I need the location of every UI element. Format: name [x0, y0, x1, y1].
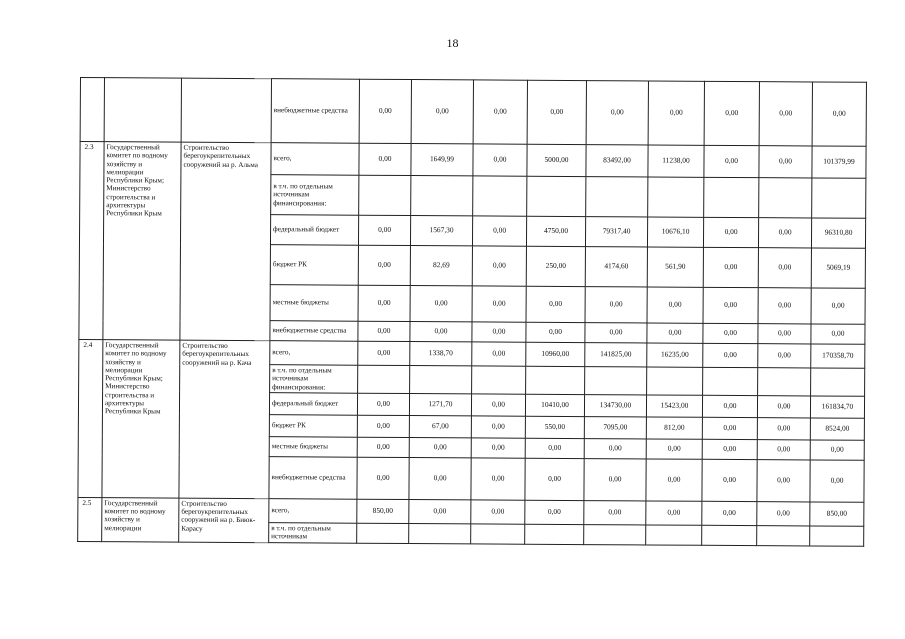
value-cell: 0,00: [810, 460, 864, 502]
value-cell: 0,00: [359, 143, 411, 175]
funding-source-cell: местные бюджеты: [270, 285, 358, 322]
value-cell: 0,00: [473, 144, 527, 176]
value-cell: 0,00: [409, 499, 471, 523]
page-number: 18: [446, 36, 459, 50]
value-cell: 1338,70: [410, 342, 472, 366]
table-row: [79, 339, 865, 368]
value-cell: [646, 525, 702, 545]
value-cell: 10676,10: [647, 217, 703, 247]
value-cell: 83492,00: [586, 145, 648, 177]
funding-source-cell: внебюджетные средства: [271, 79, 359, 144]
value-cell: 0,00: [757, 417, 810, 439]
value-cell: 16235,00: [647, 343, 703, 367]
value-cell: 0,00: [702, 459, 757, 501]
value-cell: [758, 368, 811, 396]
value-cell: 550,00: [525, 416, 584, 438]
value-cell: 0,00: [471, 438, 525, 458]
value-cell: [586, 177, 648, 217]
table-row: [78, 497, 864, 526]
value-cell: 0,00: [357, 393, 409, 415]
value-cell: [759, 178, 812, 218]
value-cell: 0,00: [704, 81, 759, 145]
value-cell: 0,00: [757, 439, 810, 459]
value-cell: 0,00: [357, 437, 409, 457]
value-cell: 79317,40: [585, 217, 647, 247]
value-cell: 0,00: [584, 458, 646, 500]
value-cell: 134730,00: [584, 394, 646, 416]
value-cell: 0,00: [527, 80, 586, 144]
budget-table: [77, 77, 867, 547]
value-cell: 0,00: [525, 458, 584, 500]
value-cell: 0,00: [648, 81, 704, 145]
value-cell: 0,00: [359, 79, 411, 143]
value-cell: 0,00: [584, 500, 646, 524]
value-cell: 4750,00: [526, 216, 585, 246]
executor-cell: Государственный комитет по водному хозяйству и мелиорации: [102, 497, 179, 541]
value-cell: [648, 177, 704, 217]
value-cell: 0,00: [757, 501, 810, 525]
value-cell: 0,00: [472, 216, 526, 246]
value-cell: 0,00: [471, 394, 525, 416]
value-cell: 10410,00: [525, 394, 584, 416]
value-cell: 15423,00: [646, 395, 702, 417]
value-cell: 0,00: [409, 437, 471, 457]
table-row: [80, 142, 866, 179]
value-cell: [472, 366, 526, 394]
row-number-cell: 2.4: [78, 339, 103, 497]
value-cell: 0,00: [472, 246, 526, 286]
value-cell: 0,00: [811, 288, 865, 324]
funding-source-cell: всего,: [269, 499, 357, 524]
value-cell: 0,00: [647, 323, 703, 343]
value-cell: 0,00: [757, 459, 810, 501]
funding-source-cell: бюджет РК: [270, 245, 358, 286]
value-cell: 0,00: [702, 439, 757, 459]
value-cell: 0,00: [358, 321, 410, 341]
value-cell: 0,00: [584, 438, 646, 458]
value-cell: 67,00: [409, 415, 471, 437]
value-cell: [585, 367, 647, 395]
value-cell: 250,00: [526, 246, 585, 286]
value-cell: 0,00: [473, 80, 527, 144]
table-body: [78, 78, 867, 547]
value-cell: 0,00: [358, 215, 410, 245]
value-cell: 8524,00: [810, 418, 864, 440]
value-cell: 0,00: [525, 438, 584, 458]
value-cell: [411, 176, 473, 216]
value-cell: 0,00: [472, 286, 526, 322]
value-cell: 96310,80: [811, 218, 865, 248]
value-cell: 0,00: [410, 322, 472, 342]
value-cell: 0,00: [758, 324, 811, 344]
funding-source-cell: внебюджетные средства: [270, 321, 358, 342]
value-cell: 0,00: [812, 82, 866, 146]
table-row: [80, 78, 866, 147]
value-cell: 0,00: [811, 324, 865, 344]
value-cell: 850,00: [810, 502, 864, 526]
value-cell: 0,00: [585, 323, 647, 343]
value-cell: 0,00: [702, 395, 757, 417]
funding-source-cell: местные бюджеты: [269, 437, 357, 458]
value-cell: 170358,70: [811, 344, 865, 368]
value-cell: 141825,00: [585, 343, 647, 367]
value-cell: [810, 526, 864, 546]
value-cell: 0,00: [525, 500, 584, 524]
funding-source-cell: федеральный бюджет: [270, 215, 358, 246]
value-cell: 1271,70: [409, 393, 471, 415]
value-cell: 82,69: [410, 246, 472, 286]
value-cell: [527, 176, 586, 216]
value-cell: 0,00: [758, 248, 811, 288]
value-cell: 0,00: [472, 342, 526, 366]
value-cell: 0,00: [409, 457, 471, 499]
value-cell: 0,00: [585, 287, 647, 323]
executor-cell: Государственный комитет по водному хозяйству и мелиорации Республики Крым; Министерство строительства и архитектуры Республики Крым: [102, 340, 180, 498]
funding-source-cell: в т.ч. по отдельным источникам: [269, 523, 357, 544]
value-cell: 1567,30: [410, 216, 472, 246]
value-cell: 0,00: [810, 440, 864, 460]
value-cell: 0,00: [758, 288, 811, 324]
value-cell: [703, 367, 758, 395]
value-cell: 0,00: [704, 145, 759, 177]
value-cell: 0,00: [703, 287, 758, 323]
value-cell: 0,00: [646, 459, 702, 501]
value-cell: [473, 176, 527, 216]
value-cell: [584, 524, 646, 544]
value-cell: 5069,19: [811, 248, 865, 288]
value-cell: 850,00: [357, 499, 409, 523]
funding-source-cell: бюджет РК: [269, 415, 357, 438]
value-cell: 0,00: [759, 146, 812, 178]
value-cell: [357, 523, 409, 543]
value-cell: 0,00: [358, 285, 410, 321]
value-cell: [811, 368, 865, 396]
value-cell: 1649,99: [411, 144, 473, 176]
object-cell: Строительство берегоукрепительных сооружений на р. Кача: [179, 340, 270, 498]
value-cell: 0,00: [526, 322, 585, 342]
value-cell: [359, 175, 411, 215]
value-cell: 0,00: [471, 416, 525, 438]
funding-source-cell: в т.ч. по отдельным источникам финансирования:: [270, 365, 358, 393]
value-cell: [525, 524, 584, 544]
value-cell: [471, 524, 525, 544]
value-cell: 101379,99: [812, 146, 866, 178]
object-cell: [181, 78, 271, 143]
executor-cell: [104, 78, 181, 142]
value-cell: 0,00: [646, 439, 702, 459]
funding-source-cell: всего,: [270, 341, 358, 366]
value-cell: [410, 366, 472, 394]
value-cell: 0,00: [702, 501, 757, 525]
value-cell: [647, 367, 703, 395]
value-cell: [704, 177, 759, 217]
executor-cell: Государственный комитет по водному хозяйству и мелиорации Республики Крым; Министерство строительства и архитектуры Республики Крым: [103, 142, 181, 340]
value-cell: 0,00: [703, 343, 758, 367]
value-cell: 0,00: [703, 217, 758, 247]
value-cell: [702, 525, 757, 545]
value-cell: 0,00: [647, 287, 703, 323]
value-cell: [526, 366, 585, 394]
value-cell: 0,00: [471, 458, 525, 500]
value-cell: 0,00: [358, 245, 410, 285]
value-cell: 10960,00: [526, 342, 585, 366]
value-cell: 812,00: [646, 417, 702, 439]
object-cell: Строительство берегоукрепительных сооружений на р. Альма: [180, 142, 271, 341]
value-cell: 0,00: [357, 415, 409, 437]
value-cell: 0,00: [757, 395, 810, 417]
funding-source-cell: в т.ч. по отдельным источникам финансирования:: [271, 175, 359, 216]
funding-source-cell: федеральный бюджет: [269, 393, 357, 416]
value-cell: 0,00: [703, 247, 758, 287]
row-number-cell: 2.5: [78, 497, 102, 541]
value-cell: 0,00: [526, 286, 585, 322]
value-cell: 161834,70: [810, 396, 864, 418]
object-cell: Строительство берегоукрепительных сооружений на р. Биюк-Карасу: [179, 498, 269, 543]
value-cell: 0,00: [410, 286, 472, 322]
row-number-cell: [80, 78, 104, 142]
value-cell: 0,00: [703, 323, 758, 343]
value-cell: [757, 525, 810, 545]
value-cell: 0,00: [586, 81, 648, 145]
value-cell: 0,00: [358, 341, 410, 365]
value-cell: 0,00: [471, 500, 525, 524]
row-number-cell: 2.3: [79, 142, 104, 340]
value-cell: 0,00: [702, 417, 757, 439]
value-cell: 561,90: [647, 247, 703, 287]
value-cell: 0,00: [472, 322, 526, 342]
table-container: [77, 77, 867, 547]
value-cell: 0,00: [758, 344, 811, 368]
funding-source-cell: внебюджетные средства: [269, 457, 357, 500]
value-cell: [358, 365, 410, 393]
value-cell: 0,00: [759, 82, 812, 146]
value-cell: 5000,00: [527, 144, 586, 176]
funding-source-cell: всего,: [271, 143, 359, 176]
value-cell: 4174,60: [585, 247, 647, 287]
value-cell: 0,00: [758, 218, 811, 248]
value-cell: 0,00: [411, 80, 473, 144]
value-cell: [812, 178, 866, 218]
value-cell: [409, 523, 471, 543]
value-cell: 0,00: [357, 457, 409, 499]
value-cell: 0,00: [646, 501, 702, 525]
value-cell: 11238,00: [648, 145, 704, 177]
value-cell: 7095,00: [584, 416, 646, 438]
